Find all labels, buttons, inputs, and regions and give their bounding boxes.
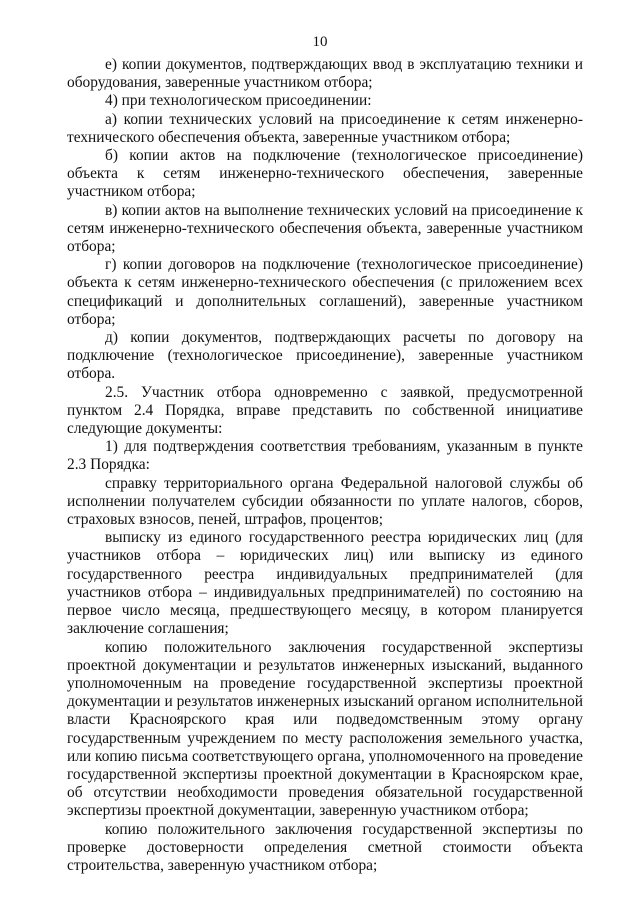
paragraph-section-2-5: 2.5. Участник отбора одновременно с заявкой, предусмотренной пунктом 2.4 Порядка, вправе представить по собственной инициативе следующие документы: [67,383,583,438]
document-body [67,56,583,875]
paragraph-item-g: г) копии договоров на подключение (технологическое присоединение) объекта к сетям инженерно-технического обеспечения (с приложением всех спецификаций и дополнительных соглашений), заверенные участником отбора; [67,256,583,328]
paragraph-item-d: д) копии документов, подтверждающих расчеты по договору на подключение (технологическое присоединение), заверенные участником отбора. [67,329,583,383]
page-number: 10 [312,34,328,50]
paragraph-tax-certificate: справку территориального органа Федеральной налоговой службы об исполнении получателем субсидии обязанности по уплате налогов, сборов, страховых взносов, пеней, штрафов, процентов; [67,474,583,529]
paragraph-cost-expertise: копию положительного заключения государственной экспертизы по проверке достоверности определения сметной стоимости объекта строительства, заверенную участником отбора; [67,820,583,874]
paragraph-item-1: 1) для подтверждения соответствия требованиям, указанным в пункте 2.3 Порядка: [67,438,583,474]
paragraph-item-e: е) копии документов, подтверждающих ввод в эксплуатацию техники и оборудования, заверенные участником отбора; [67,56,583,92]
paragraph-item-4: 4) при технологическом присоединении: [105,92,372,110]
paragraph-item-a: а) копии технических условий на присоединение к сетям инженерно-технического обеспечения объекта, заверенные участником отбора; [67,110,583,146]
paragraph-item-b: б) копии актов на подключение (технологическое присоединение) объекта к сетям инженерно-технического обеспечения, заверенные участником отбора; [67,147,583,201]
paragraph-registry-extract: выписку из единого государственного реестра юридических лиц (для участников отбора – юридических лиц) или выписку из единого государственного реестра индивидуальных предпринимателей (для участников отбора – индивидуальных предпринимателей) по состоянию на первое число месяца, предшествующего месяцу, в котором планируется заключение соглашения; [67,529,583,638]
paragraph-item-v: в) копии актов на выполнение технических условий на присоединение к сетям инженерно-технического обеспечения объекта, заверенные участником отбора; [67,201,583,256]
paragraph-expertise-conclusion: копию положительного заключения государственной экспертизы проектной документации и результатов инженерных изысканий, выданного уполномоченным на проведение государственной экспертизы проектной документации и результатов инженерных изысканий органом исполнительной власти Красноярского края или подведомственным этому органу государственным учреждением по месту расположения земельного участка, или копию письма соответствующего органа, уполномоченного на проведение государственной экспертизы проектной документации в Красноярском крае, об отсутствии необходимости проведения обязательной государственной экспертизы проектной документации, заверенную участником отбора; [67,638,583,820]
